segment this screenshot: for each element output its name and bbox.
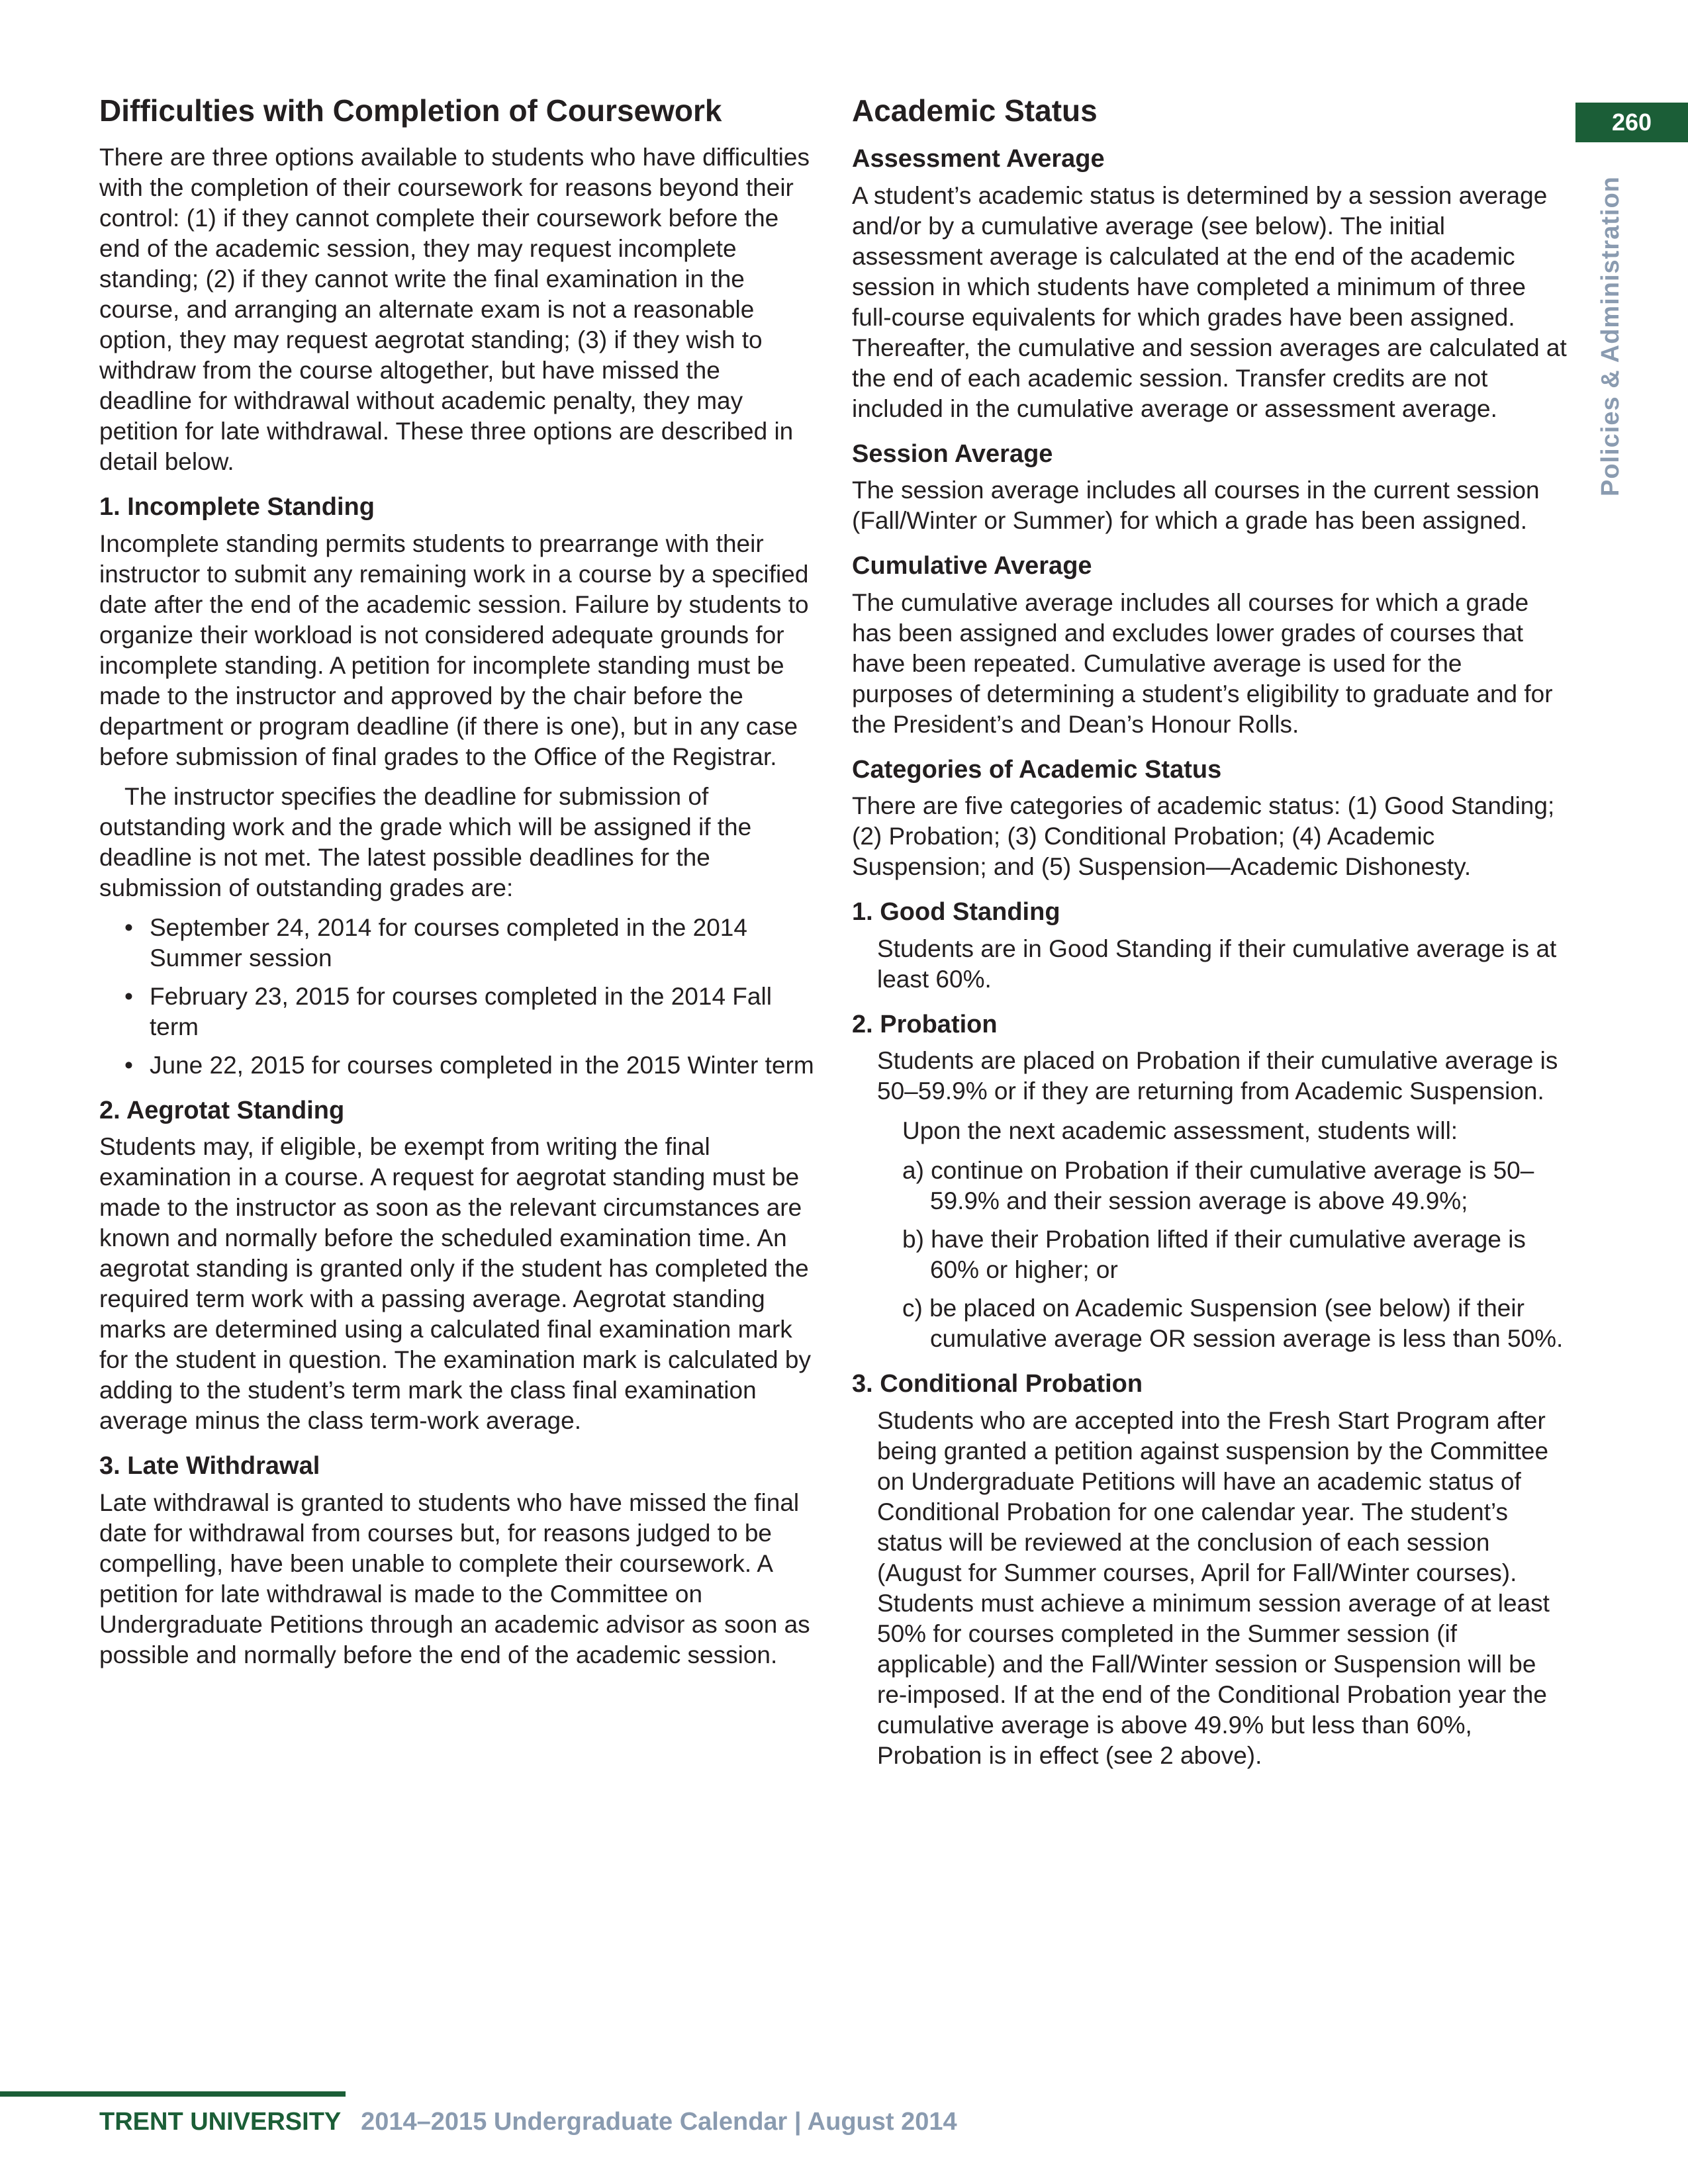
footer-calendar: 2014–2015 Undergraduate Calendar | August 2014 (361, 2108, 957, 2136)
probation-outcomes-list (902, 1156, 1567, 1354)
heading-cumulative-average: Cumulative Average (852, 552, 1092, 580)
section-side-label: Policies & Administration (1597, 176, 1624, 496)
incomplete-paragraph-2: The instructor specifies the deadline for submission of outstanding work and the grade which will be assigned if the deadline is not met. The latest possible deadlines for the submission of outstanding grades are: (99, 782, 752, 901)
heading-categories: Categories of Academic Status (852, 755, 1222, 784)
assessment-paragraph: A student’s academic status is determined by a session average and/or by a cumulative average (see below). The initial assessment average is calculated at the end of the academic session in which students have completed a minimum of three full-course equivalents for which grades have been assigned. Thereafter, the cumulative and session averages are calculated at the end of each academic session. Transfer credits are not included in the cumulative average or assessment average. (852, 181, 1567, 422)
heading-probation: 2. Probation (852, 1010, 998, 1038)
page-number-tab (1575, 103, 1688, 142)
late-withdrawal-paragraph: Late withdrawal is granted to students who have missed the final date for withdrawal from courses but, for reasons judged to be compelling, have been unable to complete their coursework. A petition for late withdrawal is made to the Committee on Undergraduate Petitions through an academic advisor as soon as possible and normally before the end of the academic session. (99, 1488, 810, 1668)
list-item: a) continue on Probation if their cumulative average is 50–59.9% and their session average is above 49.9%; (902, 1157, 1534, 1215)
deadline-list (99, 913, 814, 1081)
left-column (99, 93, 814, 1680)
list-item: • September 24, 2014 for courses completed in the 2014 Summer session (99, 913, 814, 974)
heading-assessment-average: Assessment Average (852, 145, 1105, 173)
list-item: b) have their Probation lifted if their cumulative average is 60% or higher; or (902, 1226, 1526, 1284)
list-item: • February 23, 2015 for courses completed in the 2014 Fall term (99, 981, 814, 1042)
aegrotat-paragraph: Students may, if eligible, be exempt from writing the final examination in a course. A request for aegrotat standing must be made to the instructor as soon as the relevant circumstances are known and normally before the scheduled examination time. An aegrotat standing is granted only if the student has completed the required term work with a passing average. Aegrotat standing marks are determined using a calculated final examination mark for the student in question. The examination mark is calculated by adding to the student’s term mark the class final examination average minus the class term-work average. (99, 1133, 811, 1435)
section-title-coursework: Difficulties with Completion of Coursework (99, 93, 722, 128)
section-title-academic-status: Academic Status (852, 93, 1098, 128)
footer-university: TRENT UNIVERSITY (99, 2108, 341, 2136)
good-standing-paragraph: Students are in Good Standing if their cumulative average is at least 60%. (877, 934, 1557, 993)
probation-paragraph: Students are placed on Probation if their cumulative average is 50–59.9% or if they are returning from Academic Suspension. (877, 1047, 1558, 1105)
heading-aegrotat-standing: 2. Aegrotat Standing (99, 1096, 345, 1124)
list-item: c) be placed on Academic Suspension (see below) if their cumulative average OR session average is less than 50%. (902, 1295, 1564, 1353)
incomplete-paragraph-1: Incomplete standing permits students to prearrange with their instructor to submit any remaining work in a course by a specified date after the end of the academic session. Failure by students to organize their workload is not considered adequate grounds for incomplete standing. A petition for incomplete standing must be made to the instructor and approved by the chair before the department or program deadline (if there is one), but in any case before submission of final grades to the Office of the Registrar. (99, 529, 809, 770)
footer (99, 2108, 957, 2136)
categories-paragraph: There are five categories of academic status: (1) Good Standing; (2) Probation; (3) Conditional Probation; (4) Academic Suspension; and (5) Suspension—Academic Dishonesty. (852, 792, 1555, 881)
heading-conditional-probation: 3. Conditional Probation (852, 1370, 1143, 1398)
heading-session-average: Session Average (852, 439, 1053, 468)
cumulative-paragraph: The cumulative average includes all courses for which a grade has been assigned and excludes lower grades of courses that have been repeated. Cumulative average is used for the purposes of determining a student’s eligibility to graduate and for the President’s and Dean’s Honour Rolls. (852, 588, 1553, 738)
list-item: • June 22, 2015 for courses completed in the 2015 Winter term (99, 1050, 814, 1081)
session-paragraph: The session average includes all courses in the current session (Fall/Winter or Summer) for which a grade has been assigned. (852, 477, 1540, 535)
heading-incomplete-standing: 1. Incomplete Standing (99, 493, 375, 522)
intro-paragraph: There are three options available to students who have difficulties with the completion of their coursework for reasons beyond their control: (1) if they cannot complete their coursework before the end of the academic session, they may request incomplete standing; (2) if they cannot write the final examination in the course, and arranging an alternate exam is not a reasonable option, they may request aegrotat standing; (3) if they wish to withdraw from the course altogether, but have missed the deadline for withdrawal without academic penalty, they may petition for late withdrawal. These three options are described in detail below. (99, 144, 810, 476)
heading-late-withdrawal: 3. Late Withdrawal (99, 1452, 320, 1480)
probation-assessment-intro: Upon the next academic assessment, students will: (902, 1117, 1458, 1145)
footer-rule (0, 2091, 346, 2097)
right-column (852, 93, 1567, 1780)
page-number: 260 (1611, 109, 1652, 136)
conditional-probation-paragraph: Students who are accepted into the Fresh Start Program after being granted a petition against suspension by the Committee on Undergraduate Petitions will have an academic status of Conditional Probation for one calendar year. The student’s status will be reviewed at the conclusion of each session (August for Summer courses, April for Fall/Winter courses). Students must achieve a minimum session average of at least 50% for courses completed in the Summer session (if applicable) and the Fall/Winter session or Suspension will be re-imposed. If at the end of the Conditional Probation year the cumulative average is above 49.9% but less than 60%, Probation is in effect (see 2 above). (877, 1406, 1550, 1769)
heading-good-standing: 1. Good Standing (852, 898, 1060, 927)
